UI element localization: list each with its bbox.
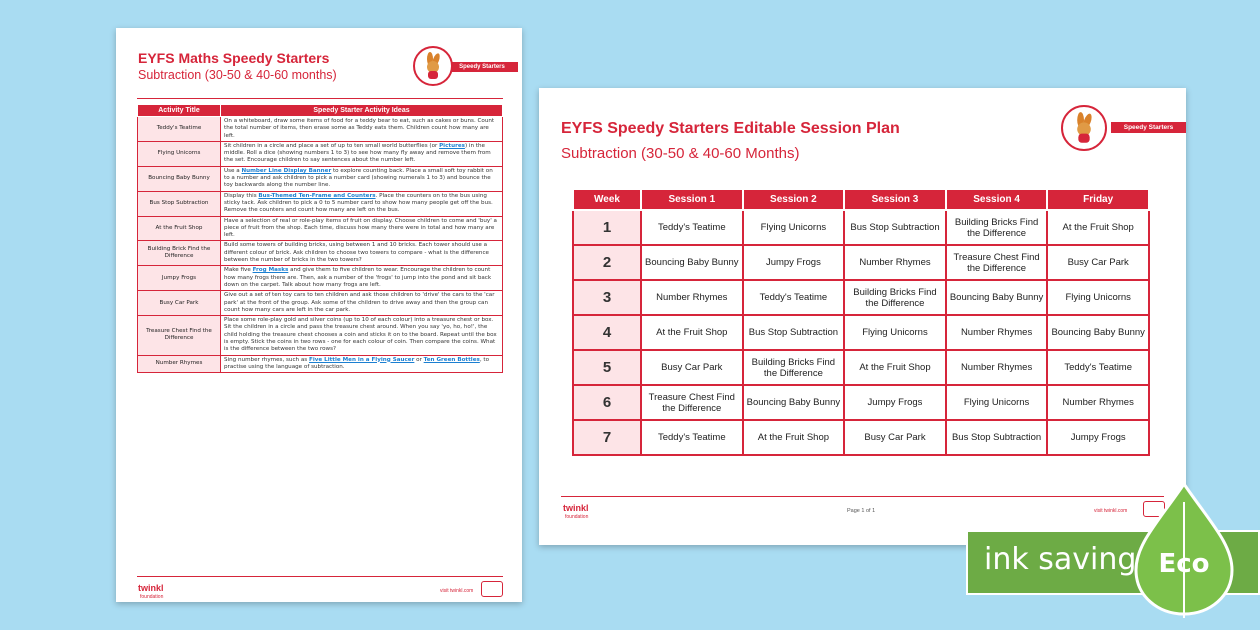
session-cell[interactable]: Flying Unicorns [1047, 280, 1149, 315]
table-row [138, 241, 503, 266]
week-number: 4 [573, 315, 641, 350]
right-footer-site: visit twinkl.com [1094, 508, 1128, 514]
activity-ideas-sheet [116, 28, 522, 602]
rabbit-icon [1067, 111, 1101, 145]
session-cell[interactable]: At the Fruit Shop [641, 315, 743, 350]
session-cell[interactable]: Busy Car Park [641, 350, 743, 385]
week-number: 7 [573, 420, 641, 455]
week-number: 6 [573, 385, 641, 420]
week-number: 3 [573, 280, 641, 315]
table-row [138, 316, 503, 355]
activity-description: On a whiteboard, draw some items of food for a teddy bear to eat, such as cakes or buns. Count the total number of items, then erase some as Teddy eats them. Children count how many are left. [221, 117, 503, 142]
page-number: Page 1 of 1 [847, 508, 876, 514]
eco-leaf-icon [1128, 482, 1240, 620]
activity-title: Teddy's Teatime [138, 117, 221, 142]
session-cell[interactable]: Treasure Chest Find the Difference [641, 385, 743, 420]
ink-saving-label: ink saving [984, 542, 1137, 577]
session-cell[interactable]: Bus Stop Subtraction [946, 420, 1048, 455]
table-row [573, 420, 1149, 455]
pictures-link[interactable]: Pictures [439, 142, 465, 149]
table-row [138, 216, 503, 241]
rabbit-logo-icon [413, 46, 453, 86]
activity-title: Treasure Chest Find the Difference [138, 316, 221, 355]
session-cell[interactable]: Jumpy Frogs [743, 245, 845, 280]
week-number: 2 [573, 245, 641, 280]
session-cell[interactable]: Busy Car Park [844, 420, 946, 455]
session-cell[interactable]: Building Bricks Find the Difference [743, 350, 845, 385]
col-header-session-2: Session 2 [743, 189, 845, 210]
col-header-activity-title: Activity Title [138, 105, 221, 117]
right-footer-rule [561, 496, 1164, 497]
session-plan-sheet [539, 88, 1186, 545]
activity-description: Build some towers of building bricks, using between 1 and 10 bricks. Each tower should use a different colour of brick. Ask children to choose two towers to compare - what is the difference between the number of bricks in the two towers? [221, 241, 503, 266]
col-header-session-3: Session 3 [844, 189, 946, 210]
twinkl-logo: twinkl [138, 583, 164, 593]
col-header-session-4: Session 4 [946, 189, 1048, 210]
table-row [138, 266, 503, 291]
left-header-rule [137, 98, 503, 99]
table-row [138, 355, 503, 373]
session-cell[interactable]: Bus Stop Subtraction [743, 315, 845, 350]
activity-title: Number Rhymes [138, 355, 221, 373]
table-row [138, 191, 503, 216]
activity-description: Place some role-play gold and silver coins (up to 10 of each colour) into a treasure chest or box. Sit the children in a circle and pass the treasure chest around. When you say 'yo, ho, ho!', the child holding the treasure chest chooses a coin and sticks it on to the board. Repeat until the box is empty. Stick the coins in two rows - one for each colour of coin. Then compare the coins. What is the difference between the two rows? [221, 316, 503, 355]
session-cell[interactable]: Busy Car Park [1047, 245, 1149, 280]
activity-description: Sing number rhymes, such as Five Little Men in a Flying Saucer or Ten Green Bottles, to practise using the language of subtraction. [221, 355, 503, 373]
session-cell[interactable]: At the Fruit Shop [844, 350, 946, 385]
left-footer-site: visit twinkl.com [440, 588, 474, 594]
left-doc-title: EYFS Maths Speedy Starters [138, 50, 330, 66]
activity-description: Have a selection of real or role-play items of fruit on display. Choose children to come and 'buy' a piece of fruit from the shop. Each time, discuss how many there were in total and how many are left. [221, 216, 503, 241]
session-cell[interactable]: Bouncing Baby Bunny [1047, 315, 1149, 350]
session-cell[interactable]: Number Rhymes [1047, 385, 1149, 420]
session-cell[interactable]: Jumpy Frogs [1047, 420, 1149, 455]
session-cell[interactable]: Building Bricks Find the Difference [946, 210, 1048, 245]
table-row [138, 117, 503, 142]
rabbit-logo-icon [1061, 105, 1107, 151]
session-cell[interactable]: Teddy's Teatime [1047, 350, 1149, 385]
table-row [573, 280, 1149, 315]
activity-title: Jumpy Frogs [138, 266, 221, 291]
session-cell[interactable]: Flying Unicorns [844, 315, 946, 350]
quality-stamp-icon [481, 581, 503, 597]
session-cell[interactable]: Teddy's Teatime [641, 210, 743, 245]
session-cell[interactable]: Bus Stop Subtraction [844, 210, 946, 245]
number-line-banner-link[interactable]: Number Line Display Banner [241, 167, 332, 174]
session-cell[interactable]: Flying Unicorns [946, 385, 1048, 420]
activity-description: Use a Number Line Display Banner to explore counting back. Place a small soft toy rabbit on to a number and ask children to pick a number card (showing numerals 1 to 3) and bounce the toy backwards along the number line. [221, 166, 503, 191]
session-cell[interactable]: At the Fruit Shop [1047, 210, 1149, 245]
activity-title: Bus Stop Subtraction [138, 191, 221, 216]
activity-ideas-table [137, 104, 503, 373]
session-cell[interactable]: Flying Unicorns [743, 210, 845, 245]
session-cell[interactable]: Bouncing Baby Bunny [743, 385, 845, 420]
session-plan-table [572, 188, 1150, 456]
session-cell[interactable]: Number Rhymes [844, 245, 946, 280]
week-number: 1 [573, 210, 641, 245]
twinkl-logo: twinkl [563, 503, 589, 513]
eco-badge-label: Eco [1158, 549, 1210, 579]
session-cell[interactable]: Number Rhymes [946, 350, 1048, 385]
activity-description: Make five Frog Masks and give them to five children to wear. Encourage the children to count how many frogs there are. Then, ask a number of the 'frogs' to jump into the pond and sit back down on the carpet. Talk about how many frogs are left. [221, 266, 503, 291]
table-row [573, 210, 1149, 245]
col-header-activity-ideas: Speedy Starter Activity Ideas [221, 105, 503, 117]
session-cell[interactable]: Number Rhymes [641, 280, 743, 315]
activity-title: Bouncing Baby Bunny [138, 166, 221, 191]
activity-description: Give out a set of ten toy cars to ten children and ask those children to 'drive' the cars to the 'car park' at the front of the group. Ask some of the children to drive away and then the group can count how many cars are left in the car park. [221, 291, 503, 316]
session-cell[interactable]: Treasure Chest Find the Difference [946, 245, 1048, 280]
week-number: 5 [573, 350, 641, 385]
activity-title: Busy Car Park [138, 291, 221, 316]
right-doc-title: EYFS Speedy Starters Editable Session Plan [561, 120, 900, 137]
activity-title: Flying Unicorns [138, 141, 221, 166]
flying-saucer-link[interactable]: Five Little Men in a Flying Saucer [309, 356, 415, 363]
session-cell[interactable]: Bouncing Baby Bunny [641, 245, 743, 280]
table-row [573, 350, 1149, 385]
session-cell[interactable]: Bouncing Baby Bunny [946, 280, 1048, 315]
rabbit-icon [418, 51, 448, 81]
activity-description: Sit children in a circle and place a set of up to ten small world butterflies (or Pictures) in the middle. Roll a dice (showing numbers 1 to 3) to see how many fly away and remove them from the set. Encourage children to say sentences about the number left. [221, 141, 503, 166]
right-doc-subtitle: Subtraction (30-50 & 40-60 Months) [561, 145, 800, 162]
ten-frame-link[interactable]: Bus-Themed Ten-Frame and Counters [258, 192, 376, 199]
table-row [138, 291, 503, 316]
left-footer-rule [137, 576, 503, 577]
foundation-logo-text: foundation [565, 514, 589, 520]
left-doc-subtitle: Subtraction (30-50 & 40-60 months) [138, 68, 337, 82]
table-row [573, 315, 1149, 350]
session-cell[interactable]: Jumpy Frogs [844, 385, 946, 420]
col-header-friday: Friday [1047, 189, 1149, 210]
col-header-week: Week [573, 189, 641, 210]
activity-title: At the Fruit Shop [138, 216, 221, 241]
table-row [573, 385, 1149, 420]
activity-title: Building Brick Find the Difference [138, 241, 221, 266]
right-speedy-badge: Speedy Starters [1111, 122, 1186, 133]
left-speedy-badge: Speedy Starters [446, 62, 518, 72]
table-row [573, 245, 1149, 280]
session-cell[interactable]: Building Bricks Find the Difference [844, 280, 946, 315]
activity-description: Display this Bus-Themed Ten-Frame and Counters. Place the counters on to the bus using sticky tack. Ask children to pick a 0 to 5 number card to show how many people get off the bus. Remove the counters and count how many are left on the bus. [221, 191, 503, 216]
col-header-session-1: Session 1 [641, 189, 743, 210]
session-cell[interactable]: At the Fruit Shop [743, 420, 845, 455]
table-row [138, 141, 503, 166]
frog-masks-link[interactable]: Frog Masks [252, 267, 289, 274]
session-cell[interactable]: Teddy's Teatime [641, 420, 743, 455]
foundation-logo-text: foundation [140, 594, 164, 600]
session-cell[interactable]: Teddy's Teatime [743, 280, 845, 315]
table-row [138, 166, 503, 191]
session-cell[interactable]: Number Rhymes [946, 315, 1048, 350]
green-bottles-link[interactable]: Ten Green Bottles [423, 356, 480, 363]
